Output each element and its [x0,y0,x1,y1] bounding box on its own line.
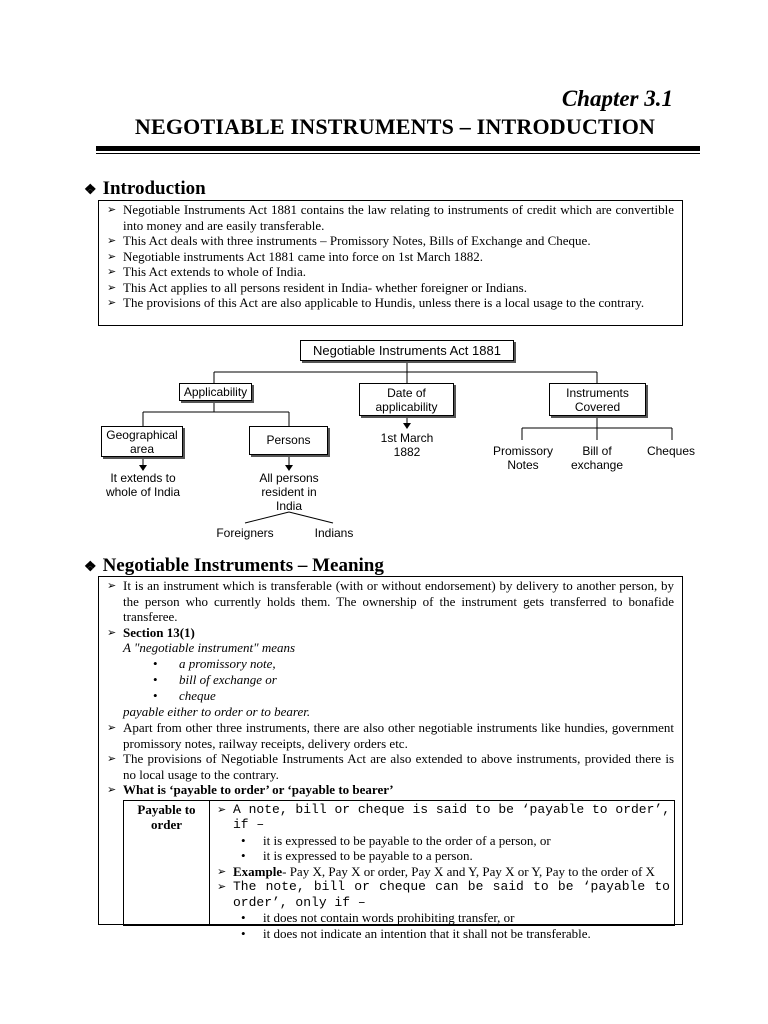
meaning-heading-text: Negotiable Instruments [102,555,294,576]
diamond-bullet-icon: ❖ [84,183,97,198]
intro-point: ➢ This Act extends to whole of India. [107,264,674,280]
diagram-indians: Indians [314,526,354,540]
payable-table [123,800,675,941]
payable-to-order-label: Payable to order [124,801,210,925]
payable-condition: • it does not contain words prohibiting transfer, or [241,910,670,926]
intro-point: ➢ Negotiable Instruments Act 1881 contains the law relating to instruments of credit which are convertible into money and are easily transferable. [107,202,674,233]
diagram-geo-detail: It extends to whole of India [105,471,181,499]
meaning-heading: ❖ Negotiable Instruments – Meaning [84,555,384,576]
example-label: Example [233,863,283,879]
section-label: Section 13(1) [123,624,195,640]
meaning-point: ➢ The provisions of Negotiable Instruments Act are also extended to above instruments, provided there is no local usage to the contrary. [107,751,674,782]
intro-point: ➢ This Act deals with three instruments – Promissory Notes, Bills of Exchange and Cheque. [107,233,674,249]
diamond-bullet-icon: ❖ [84,560,97,575]
payable-condition: • it is expressed to be payable to a person. [241,848,670,864]
diagram-bill-of-exchange: Bill of exchange [570,444,624,472]
diagram-geographical-node: Geographical area [101,426,183,457]
diagram-foreigners: Foreigners [216,526,274,540]
diagram-instruments-node: Instruments Covered [549,383,646,416]
chapter-number: Chapter 3.1 [561,86,673,111]
definition-item: • bill of exchange or [153,672,674,688]
definition-intro: A "negotiable instrument" means [123,640,296,655]
payable-condition: • it is expressed to be payable to the order of a person, or [241,833,670,849]
page-title: NEGOTIABLE INSTRUMENTS – INTRODUCTION [134,114,656,139]
diagram-date-detail: 1st March 1882 [380,431,434,459]
diagram-applicability-node: Applicability [179,383,252,401]
intro-point: ➢ This Act applies to all persons resident in India- whether foreigner or Indians. [107,280,674,296]
definition-item: • a promissory note, [153,656,674,672]
meaning-point: ➢ It is an instrument which is transferable (with or without endorsement) by delivery to another person, by the person who currently holds them. The ownership of the instrument gets transferred to bonafide transferee. [107,578,674,625]
diagram-persons-detail: All persons resident in India [259,471,319,513]
definition-end: payable either to order or to bearer. [123,704,311,719]
payable-rule: ➢ A note, bill or cheque is said to be ‘payable to order’, if – [217,802,670,833]
diagram-date-node: Date of applicability [359,383,454,416]
payable-rule: ➢ The note, bill or cheque can be said to be ‘payable to order’, only if – [217,879,670,910]
diagram-persons-node: Persons [249,426,328,455]
meaning-box [98,576,683,941]
payable-example [217,864,670,880]
intro-point: ➢ The provisions of this Act are also applicable to Hundis, unless there is a local usage to the contrary. [107,295,674,311]
diagram-root-node: Negotiable Instruments Act 1881 [300,340,514,361]
example-text: - Pay X, Pay X or order, Pay X and Y, Pay X or Y, Pay to the order of X [282,863,655,879]
definition-block [107,640,674,720]
payable-to-order-content [211,801,674,942]
intro-point: ➢ Negotiable instruments Act 1881 came into force on 1st March 1882. [107,249,674,265]
meaning-point [107,782,674,798]
meaning-heading-sub: Meaning [312,555,384,576]
payable-condition: • it does not indicate an intention that it shall not be transferable. [241,926,670,942]
definition-item: • cheque [153,688,674,704]
section-point [107,625,674,641]
payable-question: What is ‘payable to order’ or ‘payable to bearer’ [123,782,394,797]
diagram-cheques: Cheques [646,444,696,458]
diagram-promissory-notes: Promissory Notes [492,444,553,472]
intro-heading-text: Introduction [102,178,206,199]
meaning-point: ➢ Apart from other three instruments, there are also other negotiable instruments like hundies, government promissory notes, railway receipts, delivery orders etc. [107,720,674,751]
